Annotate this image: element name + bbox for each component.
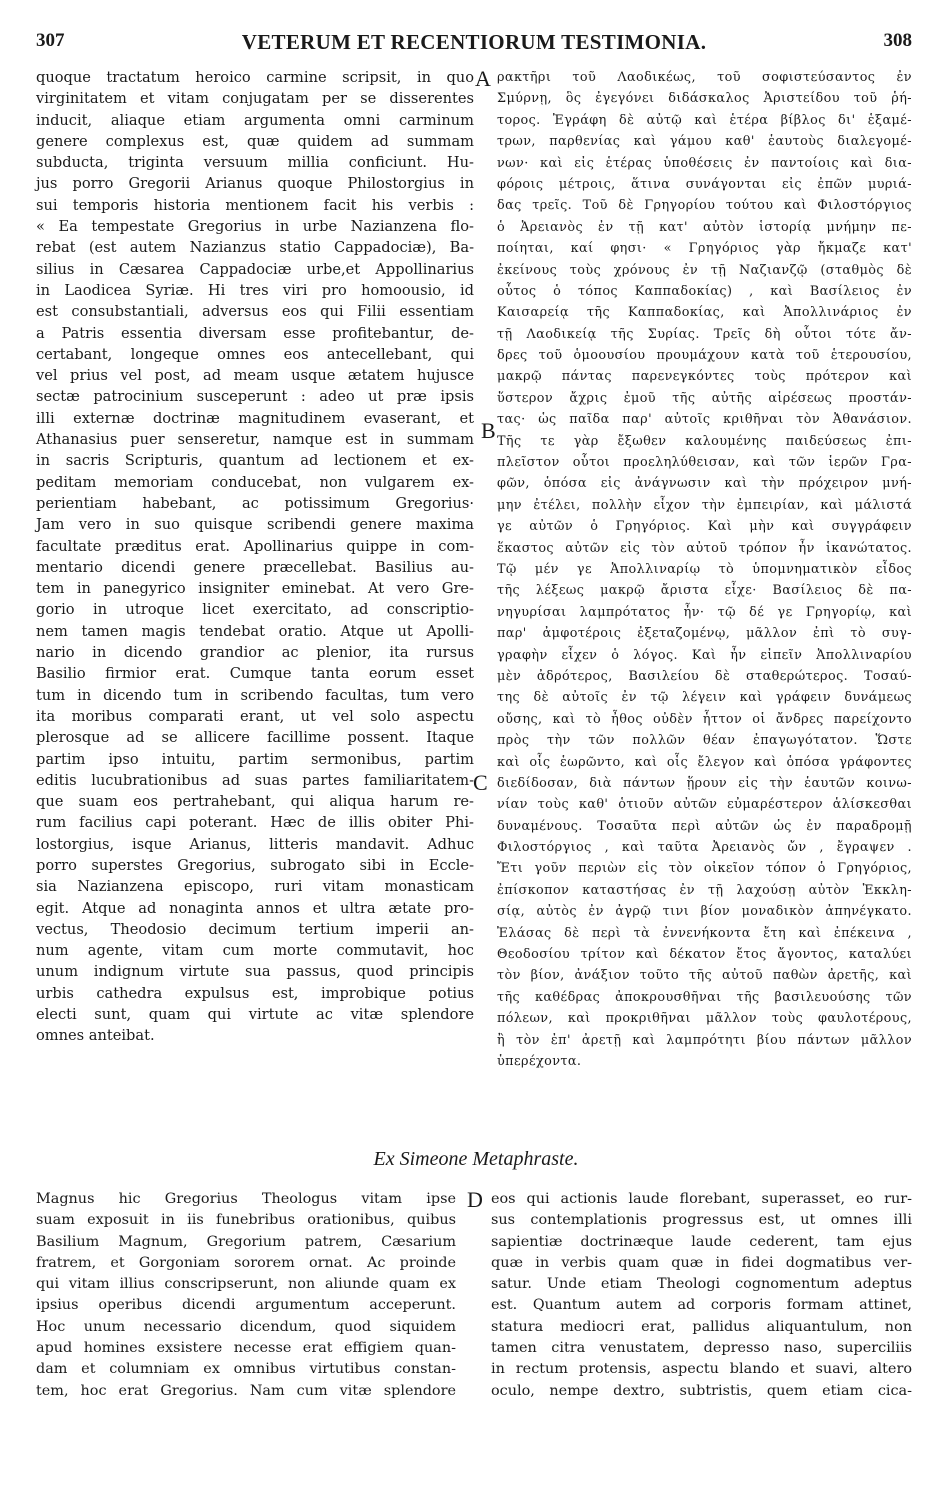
- text-line: gorio in utroque licet exercitato, ad conscriptio-: [36, 601, 474, 619]
- bottom-right-column: [491, 1189, 912, 1402]
- text-line: egit. Atque ad nonaginta annos et ultra ætate pro-: [36, 899, 474, 917]
- text-line: Ἐλάσας δὲ περὶ τὰ ἐννενήκοντα ἔτη καὶ ἐπέκεινα ,: [497, 925, 912, 941]
- text-line: ἐπίσκοπον καταστήσας ἐν τῇ λαχούσῃ αὐτὸν Ἐκκλη-: [497, 882, 912, 898]
- text-line: nem tamen magis tendebat oratio. Atque ut Apolli-: [36, 622, 474, 640]
- text-line: eos qui actionis laude florebant, superasset, eo rur-: [491, 1191, 912, 1207]
- text-line: virginitatem et vitam conjugatam per se disserentes: [36, 90, 474, 108]
- text-line: τὸν βίον, ἀνάξιον τοῦτο τῆς αὐτοῦ παθὼν ἀρετῆς, καὶ: [497, 968, 912, 984]
- section-title: Ex Simeone Metaphraste.: [373, 1148, 579, 1170]
- text-line: tamen citra venustatem, depresso naso, superciliis: [491, 1340, 912, 1357]
- text-line: πλεῖστον οὗτοι προεληλύθεισαν, καὶ τῶν ἱερῶν Γρα-: [497, 455, 912, 471]
- text-line: est. Quantum autem ad corporis formam attinet,: [491, 1297, 912, 1314]
- text-line: que suam eos pertrahebant, qui aliqua harum re-: [36, 793, 474, 811]
- text-line: καὶ οἷς ἑωρῶντο, καὶ οἷς ἔλεγον καὶ ὁπόσα γράφοντες: [497, 754, 912, 770]
- text-line: statura mediocri erat, pallidus aliquantulum, non: [491, 1318, 912, 1335]
- text-line: tum in dicendo tum in scribendo facultas, tum vero: [36, 686, 474, 704]
- text-line: τῆς λέξεως μακρῷ ἄριστα εἶχε· Βασίλειος δὲ πα-: [497, 583, 912, 599]
- text-line: plerosque ad se allicere facillime possent. Itaque: [36, 729, 474, 747]
- text-line: quæ in verbis quam quæ in fidei dogmatibus ver-: [491, 1254, 912, 1271]
- text-line: διεδίδοσαν, διὰ πάντων ᾕρουν εἰς τὴν ἑαυτῶν κοινω-: [497, 775, 912, 791]
- text-line: num agente, vitam cum morte commutavit, hoc: [36, 942, 474, 960]
- text-line: « Ea tempestate Gregorius in urbe Nazianzena flo-: [36, 218, 474, 236]
- text-line: Hoc unum necessario dicendum, quod siquidem: [36, 1318, 456, 1335]
- text-line: tem, hoc erat Gregorius. Nam cum vitæ splendore: [36, 1382, 456, 1399]
- text-line: perientiam habebant, ac potissimum Gregorius·: [36, 494, 474, 512]
- text-line: πρὸς τὴν τῶν πολλῶν θέαν ἐπαγωγότατον. Ὥστε: [497, 733, 912, 749]
- text-line: unum indignum virtute sua passus, quod principis: [36, 963, 474, 981]
- text-line: editis lucubrationibus ad suas partes familiaritatem-: [36, 771, 474, 789]
- text-line: apud homines exsistere necesse erat effigiem quan-: [36, 1340, 456, 1357]
- text-line: γε αὐτῶν ὁ Γρηγόριος. Καὶ μὴν καὶ συγγράφειν: [497, 519, 912, 535]
- text-line: της δὲ αὐτοῖς ἐν τῷ λέγειν καὶ γράφειν δυνάμεως: [497, 690, 912, 706]
- text-line: τας· ὡς παῖδα παρ' αὐτοῖς κριθῆναι τὸν Ἀθανάσιον.: [497, 412, 912, 428]
- text-line: Φιλοστόργιος , καὶ ταῦτα Ἀρειανὸς ὤν , ἔγραψεν .: [497, 840, 912, 856]
- text-line: τρων, παρθενίας καὶ γάμου καθ' ἑαυτοὺς διαλεγομέ-: [497, 134, 912, 150]
- text-line: σίᾳ, αὐτὸς ἐν ἀγρῷ τινι βίον μοναδικὸν ἀπηνέγκατο.: [497, 904, 912, 920]
- text-line: urbis cathedra expulsus est, improbique potius: [36, 984, 474, 1002]
- running-title: VETERUM ET RECENTIORUM TESTIMONIA.: [241, 30, 707, 54]
- text-line: quoque tractatum heroico carmine scripsit, in quo: [36, 69, 474, 86]
- margin-letter-a: A: [475, 66, 491, 91]
- text-line: Jam vero in suo quisque scribendi genere maxima: [36, 516, 474, 534]
- latin-column: [36, 67, 474, 1047]
- text-line: facultate præditus erat. Apollinarius quippe in com-: [36, 537, 474, 555]
- text-line: φῶν, ὁπόσα εἰς ἀνάγνωσιν καὶ τὴν πρόχειρον μνή-: [497, 476, 912, 492]
- page-number-right: 308: [883, 30, 912, 51]
- text-line: μακρῷ πάντας παρενεγκόντες τοὺς πρότερον καὶ: [497, 369, 912, 385]
- text-line: in rectum protensis, aspectu blando et suavi, altero: [491, 1361, 912, 1378]
- text-line: ita moribus comparati erant, ut vel solo aspectu: [36, 707, 474, 725]
- text-line: genere complexus est, quæ quidem ad summam: [36, 132, 474, 150]
- greek-column: [497, 67, 912, 1072]
- text-line: Basilio firmior erat. Cumque tanta eorum esset: [36, 665, 474, 683]
- text-line: τῆς καθέδρας ἀποκρουσθῆναι τῆς βασιλευούσης τῶν: [497, 989, 912, 1005]
- text-line: vel prius vel post, ad meam usque ætatem hujusce: [36, 367, 474, 385]
- text-line: ἕκαστος αὐτῶν εἰς τὸν αὐτοῦ τρόπον ἦν ἱκανώτατος.: [497, 540, 912, 556]
- text-line: ἢ τὸν ἐπ' ἀρετῇ καὶ λαμπρότητι βίου πάντων μᾶλλον: [497, 1032, 912, 1048]
- text-line: sectæ patrocinium susceperunt : adeo ut præ ipsis: [36, 388, 474, 406]
- text-line: ρακτῆρι τοῦ Λαοδικέως, τοῦ σοφιστεύσαντος ἐν: [497, 70, 912, 85]
- margin-letter-b: B: [481, 418, 496, 443]
- text-line: οὔσης, καὶ τὸ ἦθος οὐδὲν ἧττον οἱ ἄνδρες παρείχοντο: [497, 711, 912, 727]
- text-line: Σμύρνῃ, ὃς ἐγεγόνει διδάσκαλος Ἀριστείδου τοῦ ῥή-: [497, 91, 912, 107]
- text-line: nario in dicendo grandior ac plenior, ita rursus: [36, 644, 474, 662]
- text-line: rum facilius capi poterant. Hæc de illis obiter Phi-: [36, 814, 474, 832]
- text-line: ὑπερέχοντα.: [497, 1053, 582, 1069]
- margin-letter-c: C: [473, 770, 488, 795]
- text-line: inducit, aliaque etiam argumenta omni carminum: [36, 111, 474, 129]
- text-line: νίαν τοὺς καθ' ὁτιοῦν αὐτῶν εὐμαρέστερον ἁλίσκεσθαι: [497, 797, 912, 813]
- text-line: tem in panegyrico insigniter eminebat. At vero Gre-: [36, 580, 474, 598]
- text-line: rebat (est autem Nazianzus statio Cappadociæ), Ba-: [36, 239, 474, 257]
- text-line: sapientiæ doctrinæque laude cederent, tam ejus: [491, 1233, 912, 1250]
- text-line: μὲν ἀδρότερος, Βασιλείου δὲ σταθερώτερος. Τοσαύ-: [497, 668, 912, 684]
- text-line: νων· καὶ εἰς ἑτέρας ὑποθέσεις ἐν παντοίοις καὶ δια-: [497, 155, 912, 171]
- text-line: Ἔτι γοῦν περιὼν εἰς τὸν οἰκεῖον τόπον ὁ Γρηγόριος,: [497, 861, 912, 877]
- text-line: qui vitam illius conscripserunt, non aliunde quam ex: [36, 1276, 456, 1293]
- text-line: subducta, triginta versuum millia conficiunt. Hu-: [36, 154, 474, 172]
- text-line: γραφὴν εἶχεν ὁ λόγος. Καὶ ἦν εἰπεῖν Ἀπολλιναρίου: [497, 647, 912, 663]
- text-line: peditam memoriam conducebat, non vulgarem ex-: [36, 473, 474, 491]
- text-line: τορος. Ἐγράφη δὲ αὐτῷ καὶ ἑτέρα βίβλος δι' ἑξαμέ-: [497, 112, 912, 128]
- page-number-left: 307: [36, 30, 65, 51]
- text-line: ὕστερον ἄχρις ἐμοῦ τῆς αὐτῆς αἱρέσεως προστάν-: [497, 390, 912, 406]
- text-line: Magnus hic Gregorius Theologus vitam ipse: [36, 1191, 456, 1207]
- text-line: certabant, longeque omnes eos antecellebant, qui: [36, 345, 474, 363]
- text-line: φόροις μέτροις, ἅτινα συνάγονται εἰς ἐπῶν μυριά-: [497, 176, 912, 192]
- text-line: νηγυρίσαι λαμπρότατος ἦν· τῷ δέ γε Γρηγορίῳ, καὶ: [497, 604, 912, 620]
- text-line: δρες τοῦ ὁμοουσίου προυμάχουν κατὰ τοῦ ἑτερουσίου,: [497, 348, 912, 364]
- text-line: electi sunt, quam qui virtute ac vitæ splendore: [36, 1006, 474, 1024]
- text-line: in sacris Scripturis, quantum ad lectionem et ex-: [36, 452, 474, 470]
- text-line: dam et columniam ex omnibus virtutibus constan-: [36, 1361, 456, 1378]
- text-line: ποίηται, καί φησι· « Γρηγόριος γὰρ ἤκμαζε κατ': [497, 241, 912, 257]
- text-line: silius in Cæsarea Cappadociæ urbe,et Appollinarius: [36, 260, 474, 278]
- page-header: [36, 30, 912, 56]
- margin-letter-d: D: [467, 1187, 483, 1212]
- text-line: porro superstes Gregorius, subrogato sibi in Eccle-: [36, 856, 474, 874]
- text-line: ipsius operibus dicendi argumentum acceperunt.: [36, 1297, 456, 1314]
- text-line: Καισαρείᾳ τῆς Καππαδοκίας, καὶ Ἀπολλινάριος ἐν: [497, 305, 912, 321]
- text-line: παρ' ἀμφοτέροις ἐξεταζομένῳ, μᾶλλον ἐπὶ τὸ συγ-: [497, 626, 912, 642]
- text-line: Basilium Magnum, Gregorium patrem, Cæsarium: [36, 1233, 456, 1250]
- text-line: illi externæ doctrinæ magnitudinem evaserant, et: [36, 409, 474, 427]
- text-line: a Patris essentia diversam esse profitebantur, de-: [36, 324, 474, 342]
- text-line: πόλεων, καὶ προκριθῆναι μᾶλλον τοὺς φαυλοτέρους,: [497, 1011, 912, 1027]
- text-line: οὗτος ὁ τόπος Καππαδοκίας) , καὶ Βασίλειος ἐν: [497, 283, 912, 299]
- text-line: Athanasius puer senseretur, namque est in summam: [36, 431, 474, 449]
- text-line: in Laodicea Syriæ. Hi tres viri pro homoousio, id: [36, 281, 474, 299]
- text-line: vectus, Theodosio decimum tertium imperii an-: [36, 920, 474, 938]
- text-line: est consubstantiali, adversus eos qui Filii essentiam: [36, 303, 474, 321]
- text-line: sui temporis historia mentionem facit his verbis :: [36, 196, 474, 214]
- text-line: ἐκείνους τοὺς χρόνους ἐν τῇ Ναζιανζῷ (σταθμὸς δὲ: [497, 262, 912, 278]
- text-line: oculo, nempe dextro, subtristis, quem etiam cica-: [491, 1382, 912, 1399]
- text-line: δας τρεῖς. Τοῦ δὲ Γρηγορίου τούτου καὶ Φιλοστόργιος: [497, 198, 912, 214]
- text-line: μην ἐτέλει, πολλὴν εἶχον τὴν ἐμπειρίαν, καὶ μάλιστά: [497, 497, 912, 513]
- text-line: lostorgius, isque Arianus, litteris mandavit. Adhuc: [36, 835, 474, 853]
- text-line: δυναμένους. Τοσαῦτα περὶ αὐτῶν ὡς ἐν παραδρομῇ: [497, 818, 912, 834]
- text-line: satur. Unde etiam Theologi cognomentum adeptus: [491, 1276, 912, 1293]
- text-line: jus porro Gregorii Arianus quoque Philostorgius in: [36, 175, 474, 193]
- text-line: suam exposuit in iis funebribus orationibus, quibus: [36, 1212, 456, 1229]
- text-line: Τῆς τε γὰρ ἔξωθεν καλουμένης παιδεύσεως ἐπι-: [497, 433, 912, 449]
- text-line: fratrem, et Gorgoniam sororem ornat. Ac proinde: [36, 1254, 456, 1271]
- text-line: mentario dicendi genere præcellebat. Basilius au-: [36, 558, 474, 576]
- text-line: omnes anteibat.: [36, 1027, 155, 1045]
- text-line: sus contemplationis progressus est, ut omnes illi: [491, 1212, 912, 1229]
- text-line: ὁ Ἀρειανὸς ἐν τῇ κατ' αὐτὸν ἱστορίᾳ μνήμην πε-: [497, 219, 912, 235]
- text-line: partim ipso intuitu, partim sermonibus, partim: [36, 750, 474, 768]
- text-line: Τῷ μέν γε Ἀπολλιναρίῳ τὸ ὑπομνηματικὸν εἶδος: [497, 561, 912, 577]
- bottom-left-column: [36, 1189, 456, 1402]
- text-line: sia Nazianzena episcopo, ruri vitam monasticam: [36, 878, 474, 896]
- text-line: Θεοδοσίου τρίτον καὶ δέκατον ἔτος ἄγοντος, καταλύει: [497, 947, 912, 963]
- text-line: τῇ Λαοδικείᾳ τῆς Συρίας. Τρεῖς δὴ οὗτοι τότε ἄν-: [497, 326, 912, 342]
